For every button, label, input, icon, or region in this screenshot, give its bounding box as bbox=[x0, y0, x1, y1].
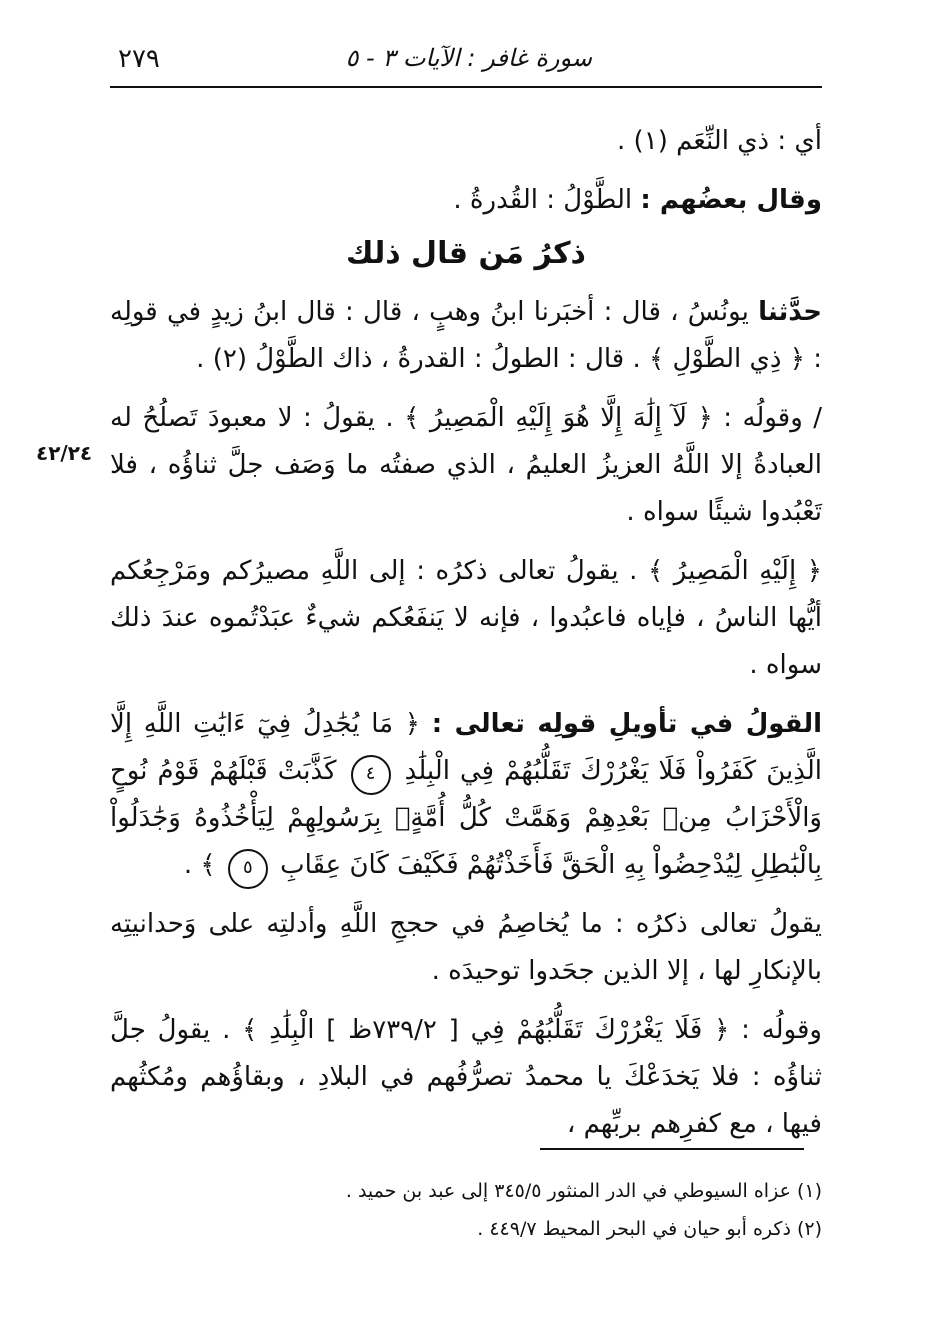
running-head: سورة غافر : الآيات ٣ - ٥ bbox=[345, 44, 592, 72]
ayah-number-5: ٥ bbox=[228, 849, 268, 889]
paragraph-6-lead: القولُ في تأويلِ قولِه تعالى : bbox=[431, 709, 822, 739]
section-heading: ذكرُ مَن قال ذلك bbox=[346, 236, 586, 271]
paragraph-7: يقولُ تعالى ذكرُه : ما يُخاصِمُ في حججِ اللَّهِ وأدلتِه على وَحدانيتِه بالإنكارِ لها ، إلا الذين جحَدوا توحيدَه . bbox=[110, 909, 822, 986]
footnote-1: (١) عزاه السيوطي في الدر المنثور ٣٤٥/٥ إلى عبد بن حميد . bbox=[345, 1180, 822, 1202]
paragraph-6-end: ﴾ . bbox=[183, 850, 216, 880]
paragraph-3-lead: حدَّثنا bbox=[758, 297, 823, 327]
paragraph-6 bbox=[110, 701, 822, 889]
paragraph-5: ﴿ إِلَيْهِ الْمَصِيرُ ﴾ . يقولُ تعالى ذكرُه : إلى اللَّهِ مصيرُكم ومَرْجِعُكم أيُّها الناسُ ، فإياه فاعبُدوا ، فإنه لا يَنفَعُكم شيءٌ عبَدْتُموه عندَ ذلك سواه . bbox=[110, 556, 822, 680]
ayah-number-4: ٤ bbox=[351, 755, 391, 795]
footnote-rule bbox=[540, 1148, 804, 1150]
paragraph-2-text: الطَّوْلُ : القُدرةُ . bbox=[453, 185, 633, 215]
page-header bbox=[110, 34, 822, 88]
paragraph-1: أي : ذي النِّعَم (١) . bbox=[617, 126, 822, 156]
paragraph-3 bbox=[110, 289, 822, 383]
paragraph-6-verse-b: كَذَّبَتْ قَبْلَهُمْ قَوْمُ نُوحٍ وَالْأَحْزَابُ مِنۢ بَعْدِهِمْ وَهَمَّتْ كُلُّ أُمَّةٍۭ بِرَسُولِهِمْ لِيَأْخُذُوهُ وَجَٰدَلُواْ بِالْبَٰطِلِ لِيُدْحِضُواْ بِهِ الْحَقَّ فَأَخَذْتُهُمْ فَكَيْفَ كَانَ عِقَابِ bbox=[110, 756, 822, 880]
paragraph-2 bbox=[110, 177, 822, 224]
paragraph-4: / وقولُه : ﴿ لَآ إِلَٰهَ إِلَّا هُوَ إِلَيْهِ الْمَصِيرُ ﴾ . يقولُ : لا معبودَ تَصلُحُ له العبادةُ إلا اللَّهُ العزيزُ العليمُ ، الذي صفتُه ما وَصَف جلَّ ثناؤُه ، فلا تَعْبُدوا شيئًا سواه . bbox=[110, 403, 822, 527]
main-text bbox=[110, 118, 822, 1160]
paragraph-6-verse-a: ﴿ مَا يُجَٰدِلُ فِيٓ ءَايَٰتِ اللَّهِ إِلَّا الَّذِينَ كَفَرُواْ فَلَا يَغْرُرْكَ تَقَلُّبُهُمْ فِي الْبِلَٰدِ bbox=[110, 709, 823, 786]
margin-reference: ٤٢/٢٤ bbox=[36, 441, 93, 465]
footnote-2: (٢) ذكره أبو حيان في البحر المحيط ٤٤٩/٧ . bbox=[477, 1218, 822, 1240]
header-rule bbox=[110, 86, 822, 88]
paragraph-8: وقولُه : ﴿ فَلَا يَغْرُرْكَ تَقَلُّبُهُمْ فِي [ ٧٣٩/٢ظ ] الْبِلَٰدِ ﴾ . يقولُ جلَّ ثناؤُه : فلا يَخدَعْكَ يا محمدُ تصرُّفُهم في البلادِ ، وبقاؤُهم ومُكثُهم فيها ، مع كفرِهم بربِّهم ، bbox=[110, 1015, 822, 1139]
footnotes bbox=[110, 1172, 822, 1248]
paragraph-3-text: يونُسُ ، قال : أخبَرنا ابنُ وهبٍ ، قال : قال ابنُ زيدٍ في قولِه : ﴿ ذِي الطَّوْلِ ﴾ . قال : الطولُ : القدرةُ ، ذاك الطَّوْلُ (٢) . bbox=[110, 297, 822, 374]
page-number: ٢٧٩ bbox=[118, 44, 160, 74]
paragraph-2-lead: وقال بعضُهم : bbox=[640, 185, 822, 215]
